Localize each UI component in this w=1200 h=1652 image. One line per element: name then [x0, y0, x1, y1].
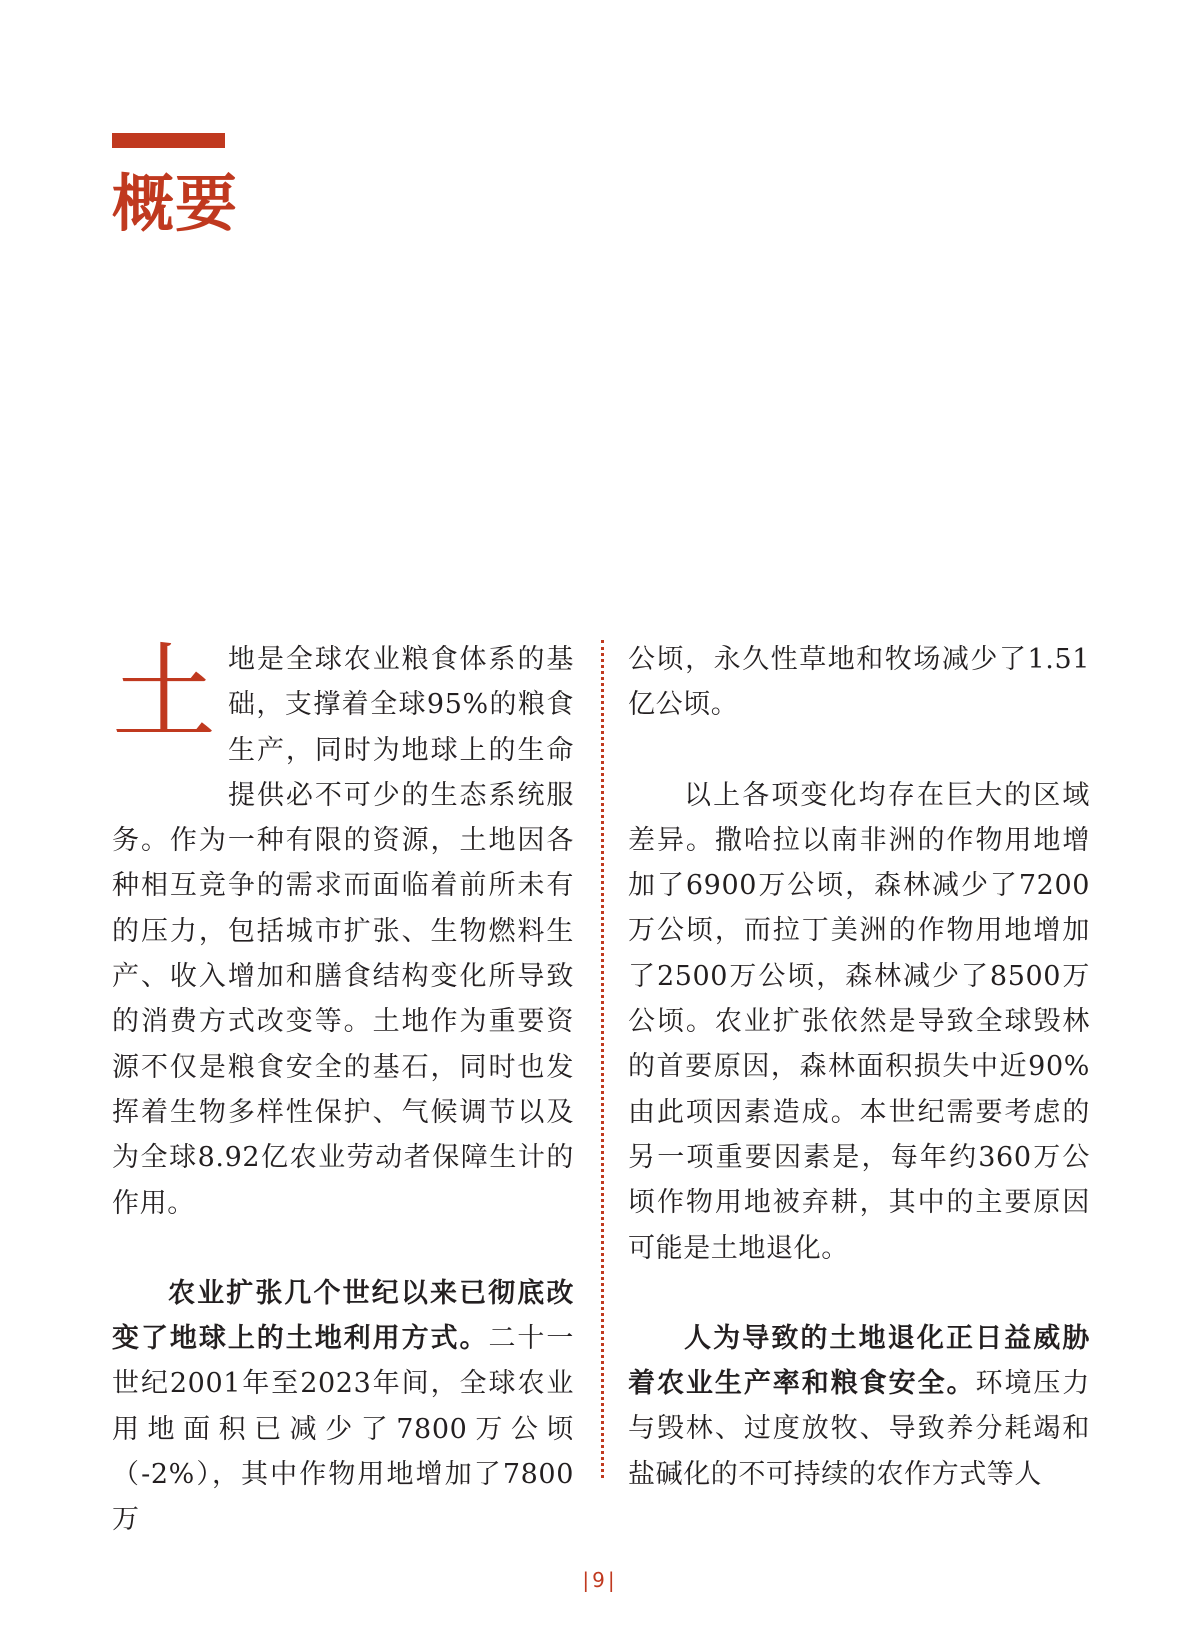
land-degradation-paragraph — [628, 1316, 1090, 1497]
agricultural-expansion-paragraph — [112, 1271, 574, 1543]
drop-cap: 土 — [112, 632, 217, 754]
page-title: 概要 — [112, 167, 239, 240]
paragraph-body: 二十一世纪2001年至2023年间，全球农业用地面积已减少了7800万公顷（-2%），其中作物用地增加了7800万 — [112, 1323, 574, 1536]
right-column — [628, 637, 1090, 1497]
intro-paragraph-text: 地是全球农业粮食体系的基础，支撑着全球95%的粮食生产，同时为地球上的生命提供必不可少的生态系统服务。作为一种有限的资源，土地因各种相互竞争的需求而面临着前所未有的压力，包括城市扩张、生物燃料生产、收入增加和膳食结构变化所导致的消费方式改变等。土地作为重要资源不仅是粮食安全的基石，同时也发挥着生物多样性保护、气候调节以及为全球8.92亿农业劳动者保障生计的作用。 — [112, 644, 574, 1219]
paragraph-lead: 农业扩张几个世纪以来已彻底改变了地球上的土地利用方式。 — [112, 1277, 574, 1355]
paragraph-lead: 人为导致的土地退化正日益威胁着农业生产率和粮食安全。 — [628, 1322, 1090, 1400]
intro-paragraph — [112, 632, 574, 1226]
page-number: |9| — [582, 1568, 618, 1592]
column-divider — [601, 640, 604, 1478]
paragraph-body: 环境压力与毁林、过度放牧、导致养分耗竭和盐碱化的不可持续的农作方式等人 — [628, 1368, 1090, 1490]
title-accent-bar — [112, 133, 225, 148]
continued-paragraph: 公顷，永久性草地和牧场减少了1.51亿公顷。 — [628, 644, 1090, 721]
regional-differences-paragraph: 以上各项变化均存在巨大的区域差异。撒哈拉以南非洲的作物用地增加了6900万公顷，森林减少了7200万公顷，而拉丁美洲的作物用地增加了2500万公顷，森林减少了8500万公顷。农业扩张依然是导致全球毁林的首要原因，森林面积损失中近90%由此项因素造成。本世纪需要考虑的另一项重要因素是，每年约360万公顷作物用地被弃耕，其中的主要原因可能是土地退化。 — [628, 779, 1090, 1264]
left-column — [112, 632, 574, 1543]
